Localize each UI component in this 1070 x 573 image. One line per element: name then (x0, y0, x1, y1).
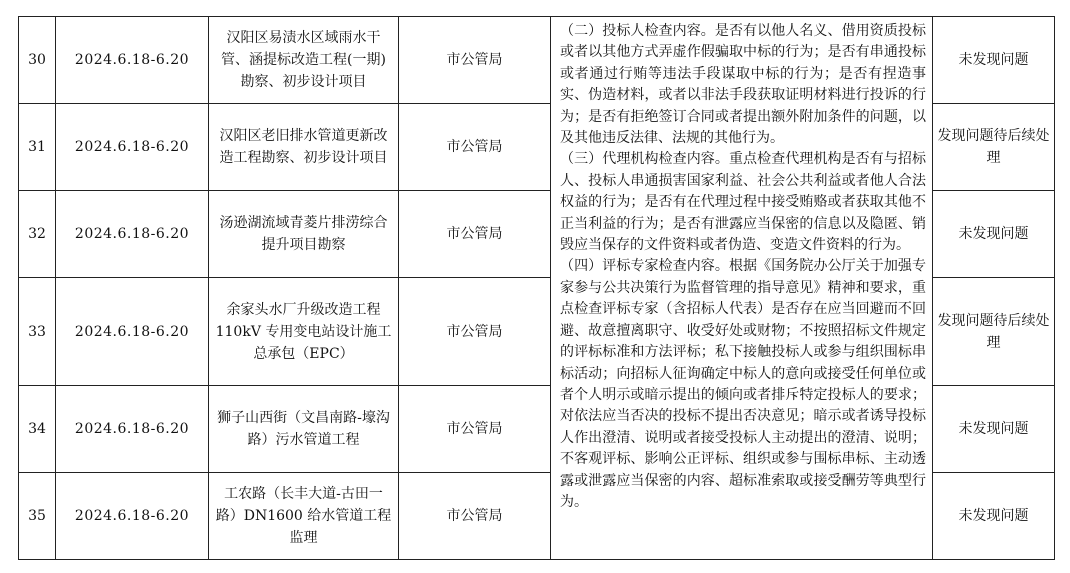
project-name: 汤逊湖流域青菱片排涝综合提升项目勘察 (209, 191, 399, 278)
responsible-unit: 市公管局 (399, 386, 551, 473)
content-agency: （三）代理机构检查内容。重点检查代理机构是否有与招标人、投标人串通损害国家利益、社会公共利益或者他人合法权益的行为；是否有在代理过程中接受贿赂或者获取其他不正当利益的行为；是否有泄露应当保密的信息以及隐匿、销毁应当保存的文件资料或者伪造、变造文件资料的行为。 (560, 151, 926, 254)
inspection-content (551, 17, 933, 560)
row-number: 31 (19, 104, 56, 191)
row-number: 33 (19, 278, 56, 386)
project-name: 汉阳区老旧排水管道更新改造工程勘察、初步设计项目 (209, 104, 399, 191)
inspection-result: 未发现问题 (933, 191, 1055, 278)
responsible-unit: 市公管局 (399, 191, 551, 278)
inspection-date: 2024.6.18-6.20 (56, 278, 209, 386)
inspection-date: 2024.6.18-6.20 (56, 473, 209, 560)
project-name: 汉阳区易渍水区域雨水干管、涵提标改造工程(一期)勘察、初步设计项目 (209, 17, 399, 104)
inspection-date: 2024.6.18-6.20 (56, 104, 209, 191)
responsible-unit: 市公管局 (399, 278, 551, 386)
inspection-date: 2024.6.18-6.20 (56, 17, 209, 104)
row-number: 30 (19, 17, 56, 104)
inspection-table (18, 16, 1055, 560)
inspection-result: 未发现问题 (933, 473, 1055, 560)
content-experts: （四）评标专家检查内容。根据《国务院办公厅关于加强专家参与公共决策行为监督管理的指导意见》精神和要求，重点检查评标专家（含招标人代表）是否存在应当回避而不回避、故意擅离职守、收受好处或财物；不按照招标文件规定的评标标准和方法评标；私下接触投标人或参与组织围标串标活动；向招标人征询确定中标人的意向或接受任何单位或者个人明示或暗示提出的倾向或者排斥特定投标人的要求；对依法应当否决的投标不提出否决意见；暗示或者诱导投标人作出澄清、说明或者接受投标人主动提出的澄清、说明；不客观评标、影响公正评标、组织或参与围标串标、主动透露或泄露应当保密的内容、超标准索取或接受酬劳等典型行为。 (560, 258, 926, 510)
content-bidder: （二）投标人检查内容。是否有以他人名义、借用资质投标或者以其他方式弄虚作假骗取中标的行为；是否有串通投标或者通过行贿等违法手段谋取中标的行为；是否有捏造事实、伪造材料，或者以非法手段获取证明材料进行投诉的行为；是否有拒绝签订合同或者提出额外附加条件的问题，以及其他违反法律、法规的其他行为。 (560, 23, 926, 147)
inspection-result: 未发现问题 (933, 17, 1055, 104)
row-number: 34 (19, 386, 56, 473)
inspection-date: 2024.6.18-6.20 (56, 191, 209, 278)
row-number: 35 (19, 473, 56, 560)
responsible-unit: 市公管局 (399, 104, 551, 191)
inspection-result: 发现问题待后续处理 (933, 104, 1055, 191)
inspection-result: 未发现问题 (933, 386, 1055, 473)
row-number: 32 (19, 191, 56, 278)
table-row (19, 17, 1055, 104)
responsible-unit: 市公管局 (399, 17, 551, 104)
project-name: 余家头水厂升级改造工程110kV 专用变电站设计施工总承包（EPC） (209, 278, 399, 386)
project-name: 狮子山西街（文昌南路-壕沟路）污水管道工程 (209, 386, 399, 473)
responsible-unit: 市公管局 (399, 473, 551, 560)
inspection-date: 2024.6.18-6.20 (56, 386, 209, 473)
inspection-result: 发现问题待后续处理 (933, 278, 1055, 386)
project-name: 工农路（长丰大道-古田一路）DN1600 给水管道工程监理 (209, 473, 399, 560)
